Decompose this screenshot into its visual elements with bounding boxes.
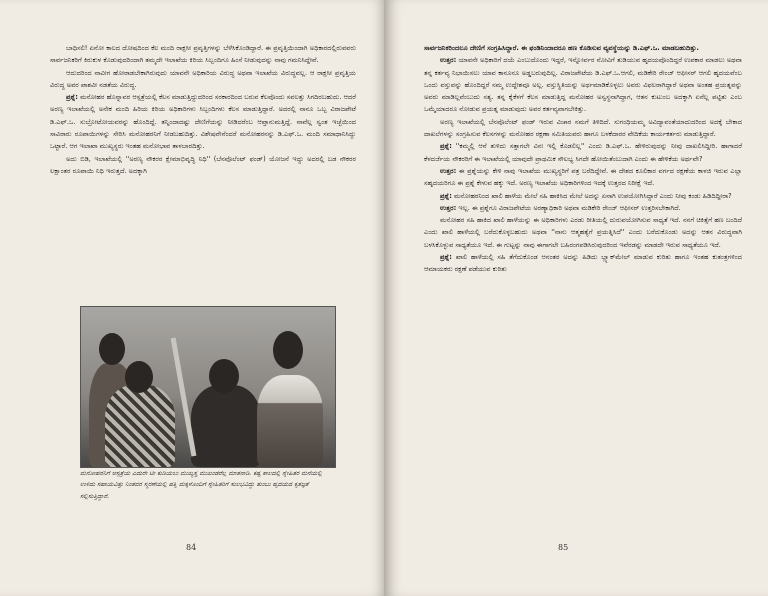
qa-text: ಮನೋಹರನಿಂದ ಖಾಲಿ ಹಾಳೆಯ ಮೇಲೆ ಸಹಿ ಹಾಕಿಸಿದ ಮೇಲೆ ಅದನ್ನು ಏನಾಗಿ ಉಪಯೋಗಿಸಿದ್ದಾರೆ ಎಂದು ನೀವು ಕಂಡು ಹಿಡಿದಿದ್ದೀರಾ? [454, 191, 732, 200]
qa-block-7 [424, 214, 742, 251]
qa-block-4 [424, 165, 742, 190]
qa-text: ಇಲ್ಲ. ಈ ಪ್ರಶ್ನೆಗೂ ವಿರಾಜಪೇಟೆಯ ಅರಣ್ಯಾಧಿಕಾರಿ ಅಥವಾ ಮಡಿಕೇರಿ ರೇಂಜ್ ಆಫೀಸರ್ ಉತ್ತರಿಸಬೇಕಾಗಿದೆ. [458, 203, 681, 212]
left-page-body [50, 42, 356, 177]
left-closing-paragraph: ಅದು ಬಿಡಿ, ಇಲಾಖೆಯಲ್ಲಿ ''ಅರಣ್ಯ ನೌಕರರ ಕ್ಷೇಮಾಭಿವೃದ್ಧಿ ನಿಧಿ'' (ಬೆನವೊಲೆಂಟ್ ಫಂಡ್) ಯೋಜನೆ ಇದ್ದು ಅದರಲ್ಲಿ ಬಡ ನೌಕರರ ಲಕ್ಷಾಂತರ ರೂಪಾಯಿ ನಿಧಿ ಇರುತ್ತದೆ. ಅದಕ್ಕಾಗಿ [50, 154, 356, 175]
right-page-body [424, 42, 742, 276]
qa-block-6 [424, 202, 742, 214]
qa-label: ಪ್ರಶ್ನೆ: [440, 253, 452, 262]
qa-text: ''ಕಮ್ಮಲ್ಲಿ ಆನೆ ತುಳಿದು ಸತ್ತಾಗಲೇ ವಿನಃ ಇಲ್ಲಿ ಕೊಡಲಿಲ್ಲ'' ಎಂದು ಡಿ.ಎಫ್.ಒ. ಹೇಳಿರುವುದನ್ನು ನೀವು ದಾಖಲಿಸಿದ್ದೀರಿ. ಹಾಗಾದರೆ ಕೆಳದರ್ಜೆಯ ನೌಕರರಿಗೆ ಈ ಇಲಾಖೆಯಲ್ಲಿ ಯಾವುದೇ ಪ್ರಾಥಮಿಕ ಸೌಲಭ್ಯ ಸಿಗದೇ ಹೋಯಿತೆಂಬುದಾಗಿ ಎಂದು ಈ ಹೇಳಿಕೆಯ ಅರ್ಥವೇ? [424, 142, 742, 163]
qa-block-3 [424, 140, 742, 165]
qa-text: ಯಾವನೇ ಅಧಿಕಾರಿಗೆ ದಯೆ ಎಂಬುದೊಂದು ಇದ್ದರೆ, ಇನ್ನೋರ್ವರ ನೋವಿಗೆ ತುಡಿಯುವ ಹೃದಯವೊಂದಿದ್ದರೆ ಉಪಕಾರ ಮಾಡಲು ಅಥವಾ ತನ್ನ ಕರ್ತವ್ಯ ನಿಭಾಯಿಸಲು ಯಾವ ಕಾನೂನೂ ಅಡ್ಡಬರುವುದಿಲ್ಲ. ವಿರಾಜಪೇಟೆಯ ಡಿ.ಎಫ್.ಒ.ಆಗಲಿ, ಮಡಿಕೇರಿ ರೇಂಜ್ ಆಫೀಸರ್ ಆಗಲಿ ಹೃದಯವೆಂಬ ಒಂದು ವಸ್ತುವನ್ನು ಹೊಂದಿದ್ದರೆ ನಮ್ಮ ಉದ್ದೇಶವೂ ಅಲ್ಲ. ವಸ್ತುಸ್ಥಿತಿಯನ್ನು ಅರ್ಥಮಾಡಿಕೊಳ್ಳಲು ಅವರು ವಿಫಲರಾಗಿದ್ದಾರೆ ಅಥವಾ ಅಂತಹ ಪ್ರಯತ್ನವನ್ನು ಅವರು ಮಾಡಿಲ್ಲವೆಂಬುದು ಸತ್ಯ. ತನ್ನ ಕೈಕೆಳಗೆ ಕೆಲಸ ಮಾಡುತ್ತಿದ್ದ ಮನೋಹರ ಅಸ್ವಸ್ಥನಾಗಿದ್ದಾಗ, ಆತನ ಕುಟುಂಬ ಅದಕ್ಕಾಗಿ ಏನೆಲ್ಲ ಪಟ್ಟಿತು ಎಂಬ ಒಮ್ಮೆಯಾದರೂ ನೋಡುವ ಪ್ರಯತ್ನ ಮಾಡುವುದು ಅವರ ಕರ್ತವ್ಯವಾಗಬೇಕಿತ್ತು. [424, 56, 742, 114]
left-paragraph-2: ಆದುದರಿಂದ ನಾವೀಗ ಹೋರಾಡಬೇಕಾಗಿರುವುದು ಯಾವನೇ ಅಧಿಕಾರಿಯ ವಿರುದ್ಧ ಅಥವಾ ಇಲಾಖೆಯ ವಿರುದ್ಧವಲ್ಲ. ಆ ರಾಕ್ಷಸೀ ಪ್ರವೃತ್ತಿಯ ವಿರುದ್ಧ ಅವರ ಪಾಶವೀ ನಡತೆಯ ವಿರುದ್ಧ. [50, 68, 356, 89]
page-number-left: 84 [186, 543, 197, 552]
qa-block-2 [424, 116, 742, 141]
question-label: ಪ್ರಶ್ನೆ: [66, 93, 78, 102]
family-photo [80, 306, 336, 468]
question-text: ಮನೋಹರ ಹೊನ್ನಾವರ ಆಸ್ಪತ್ರೆಯಲ್ಲಿ ಕೆಲಸ ಮಾಡುತ್ತಿದ್ದುದರಿಂದ ಸರಕಾರದಿಂದ ಬರುವ ಕೆಲವೊಂದು ಸವಲತ್ತು ಸಿಗದಿರಬಹುದು. ಆದರೆ ಅರಣ್ಯ ಇಲಾಖೆಯಲ್ಲಿ ಅನೇಕ ಮಂದಿ ಹಿರಿಯ ಕಿರಿಯ ಅಧಿಕಾರಿಗಳು ಸಿಬ್ಬಂದಿಗಳು ಕೆಲಸ ಮಾಡುತ್ತಿದ್ದಾರೆ. ಅದರಲ್ಲಿ ನಾನೂ ಒಬ್ಬ ವಿರಾಜಪೇಟೆ ಡಿ.ಎಫ್.ಒ. ಸುಬ್ರೋಟೋಯವರನ್ನು ಹೊಂದಿದ್ದೆ. ತನ್ನಿಂದಾದಷ್ಟು ದೇಣಿಗೆಯನ್ನು ನೀಡಿದರೆಂಬ ಆಪ್ತಾನುಮತ್ತಿದ್ದೆ. ನಾವೆಲ್ಲ ಸ್ವಂತ ಇಚ್ಛೆಯಿಂದ ಸಾವಿರಾರು ರೂಪಾಯಿಗಳನ್ನು ಸೇರಿಸಿ ಮನೋಹರನಿಗೆ ನೀಡಬಹುದಿತ್ತು. ವಿಶೇಷವೇನೆಂದರೆ ಮನೋಹರನನ್ನು ಡಿ.ಎಫ್.ಒ. ಮಂದಿ ಸಮಾಧಾನಿಸಿದ್ದು ಒಟ್ಟಾರೆ. ಆಗ ಇಲಾಖಾ ಮುಖ್ಯಸ್ಥರು ಇಂತಹ ಮನೋಭಾವ ತಾಳಬಾರದಿತ್ತು. [50, 93, 356, 151]
qa-label: ಉತ್ತರ: [440, 203, 457, 212]
qa-text: ಅರಣ್ಯ ಇಲಾಖೆಯಲ್ಲಿ ಬೆನವೊಲೆಂಟ್ ಫಂಡ್ ಇರುವ ವಿಚಾರ ನಮಗೆ ತಿಳಿದಿದೆ. ಸುಗಂಧಿಯಮ್ಮ ಅವಿದ್ಯಾವಂತೆಯಾದುದರಿಂದ ಅದಕ್ಕೆ ಬೇಕಾದ ದಾಖಲೆಗಳನ್ನು ಸಂಗ್ರಹಿಸುವ ಕೆಲಸಗಳನ್ನು ಮನೋಹರ ರಕ್ಷಣಾ ಸಮಿತಿಯವರು ಹಾಗೂ ಬಳಕೆದಾರರ ವೇದಿಕೆಯ ಕಾರ್ಯಕರ್ತರು ಮಾಡುತ್ತಿದ್ದಾರೆ. [424, 117, 742, 139]
page-number-right: 85 [558, 543, 569, 552]
right-intro: ಸಾರ್ವಜನಿಕರಿಂದಲೂ ದೇಣಿಗೆ ಸಂಗ್ರಹಿಸಿದ್ದಾರೆ. ಈ ಫಂಡಿನಿಂದಾದರೂ ಹಣ ಕೊಡಿಸುವ ವ್ಯವಸ್ಥೆಯನ್ನು ಡಿ.ಎಫ್.ಒ. ಮಾಡಬಹುದಿತ್ತು. [424, 44, 699, 52]
qa-label: ಪ್ರಶ್ನೆ: [440, 142, 452, 151]
left-paragraph-1: ಬಾಧಿಸಲಿ! ಏನೋ ಕಾಲದ ದೋಷದಿಂದ ಕೆಲ ಮಂದಿ ರಾಕ್ಷಸೀ ಪ್ರವೃತ್ತಿಗಳನ್ನು ಬೆಳೆಸಿಕೊಂಡಿದ್ದಾರೆ. ಈ ಪ್ರವೃತ್ತಿಯಿಂದಾಗಿ ಅಧಿಕಾರದಲ್ಲಿರುವವರು ಸಾರ್ವಜನಿಕರಿಗೆ ಕಿರುಕುಳ ಕೊಡುವುದರಿಂದಾಗಿ ತಮ್ಮದೇ ಇಲಾಖೆಯ ಕಿರಿಯ ಸಿಬ್ಬಂದಿಗೂ ಹಿಂಸೆ ನೀಡುವುದನ್ನು ನಾವು ಗಮನಿಸಿದ್ದೇವೆ. [50, 44, 356, 65]
qa-label: ಉತ್ತರ: [440, 56, 457, 65]
photo-caption: ಮನೋಹರನಿಗೆ ಆಸ್ಪತ್ರೆಯ ಎದುರೇ ಟೀ ಕುಡಿಯಲು ಮುಖ್ಯಸ್ಥ ಮುಖಂಡರೆಲ್ಲ ಮಾತನಾಡಿ. ಕಷ್ಟ ಕಾಲದಲ್ಲಿ ಸ್ನೇಹಿತರ ಮನೆಯಲ್ಲಿ ಉಳಿದು ಸಹಾಯವಿತ್ತು ನಿಂತವರ ಸ್ಮರಣೆಯಲ್ಲಿ ಪತ್ನಿ ಮಕ್ಕಳೊಂದಿಗೆ ಸ್ನೇಹಿತರಿಗೆ ಸುಲಭವಿದ್ದು ತುಂಬು ಹೃದಯದ ಕೃತಜ್ಞತೆ ಸಲ್ಲಿಸುತ್ತಿದ್ದಾರೆ. [80, 470, 322, 500]
qa-text: ಈ ಪ್ರಶ್ನೆಯನ್ನು ಕೇಳಿ ನಾವು ಇಲಾಖೆಯ ಮುಖ್ಯಸ್ಥರಿಗೆ ಪತ್ರ ಬರೆದಿದ್ದೇವೆ. ಈ ದೇಶದ ಕೂಲಿಕಾರ ವರ್ಗದ ರಕ್ಷಣೆಯ ಕಾಳಜಿ ಇರುವ ಎಲ್ಲಾ ಸಹೃದಯರಿಗೂ ಈ ಪ್ರಶ್ನೆ ಕೇಳುವ ಹಕ್ಕು ಇದೆ. ಅರಣ್ಯ ಇಲಾಖೆಯ ಅಧಿಕಾರಿಗಳಿಂದ ಇದಕ್ಕೆ ಉತ್ತರದ ನಿರೀಕ್ಷೆ ಇದೆ. [424, 166, 742, 188]
left-question [50, 91, 356, 152]
qa-block-8 [424, 251, 742, 276]
qa-block-1 [424, 54, 742, 115]
qa-label: ಉತ್ತರ: [440, 166, 457, 175]
qa-block-5 [424, 190, 742, 202]
qa-text: ಖಾಲಿ ಹಾಳೆಯಲ್ಲಿ ಸಹಿ ತೆಗೆದುಕೊಂಡ ಆನಂತರ ಅದನ್ನು ಹಿಡಿದು ಬ್ಲ್ಯಾಕ್‌ಮೇಲ್ ಮಾಡುವ ಕುರಿತು ಹಾಗೂ ಇಂತಹ ಕುತಂತ್ರಗಳಿಂದ ಆಮಾಯಕರು ರಕ್ಷಣೆ ಪಡೆಯುವ ಕುರಿತು [424, 253, 742, 274]
qa-label: ಪ್ರಶ್ನೆ: [440, 191, 452, 200]
qa-text: ಮನೋಹರ ಸಹಿ ಹಾಕಿದ ಖಾಲಿ ಹಾಳೆಯನ್ನು ಈ ಅಧಿಕಾರಿಗಳು ಎರಡು ರೀತಿಯಲ್ಲಿ ದುರುಪಯೋಗಿಸುವ ಸಾಧ್ಯತೆ ಇದೆ. ನನಗೆ ಚಿಕಿತ್ಸೆಗೆ ಹಣ ಬಂದಿದೆ ಎಂದು ಖಾಲಿ ಹಾಳೆಯಲ್ಲಿ ಬರೆದುಕೊಳ್ಳಬಹುದು ಅಥವಾ ''ನಾನು ಆತ್ಮಹತ್ಯೆಗೆ ಪ್ರಯತ್ನಿಸಿದೆ'' ಎಂದು ಬರೆದುಕೊಂಡು ಅದನ್ನು ಆತನ ವಿರುದ್ಧವಾಗಿ ಬಳಸಿಕೊಳ್ಳುವ ಸಾಧ್ಯತೆಯೂ ಇದೆ. ಈ ಗುಟ್ಟನ್ನು ನಾವು ಈಗಾಗಲೇ ಬಹಿರಂಗಪಡಿಸಿರುವುದರಿಂದ ಇವೆರಡನ್ನು ಮಾಡದೇ ಇರುವ ಸಾಧ್ಯತೆಯೂ ಇದೆ. [424, 216, 742, 249]
right-page [386, 0, 768, 596]
